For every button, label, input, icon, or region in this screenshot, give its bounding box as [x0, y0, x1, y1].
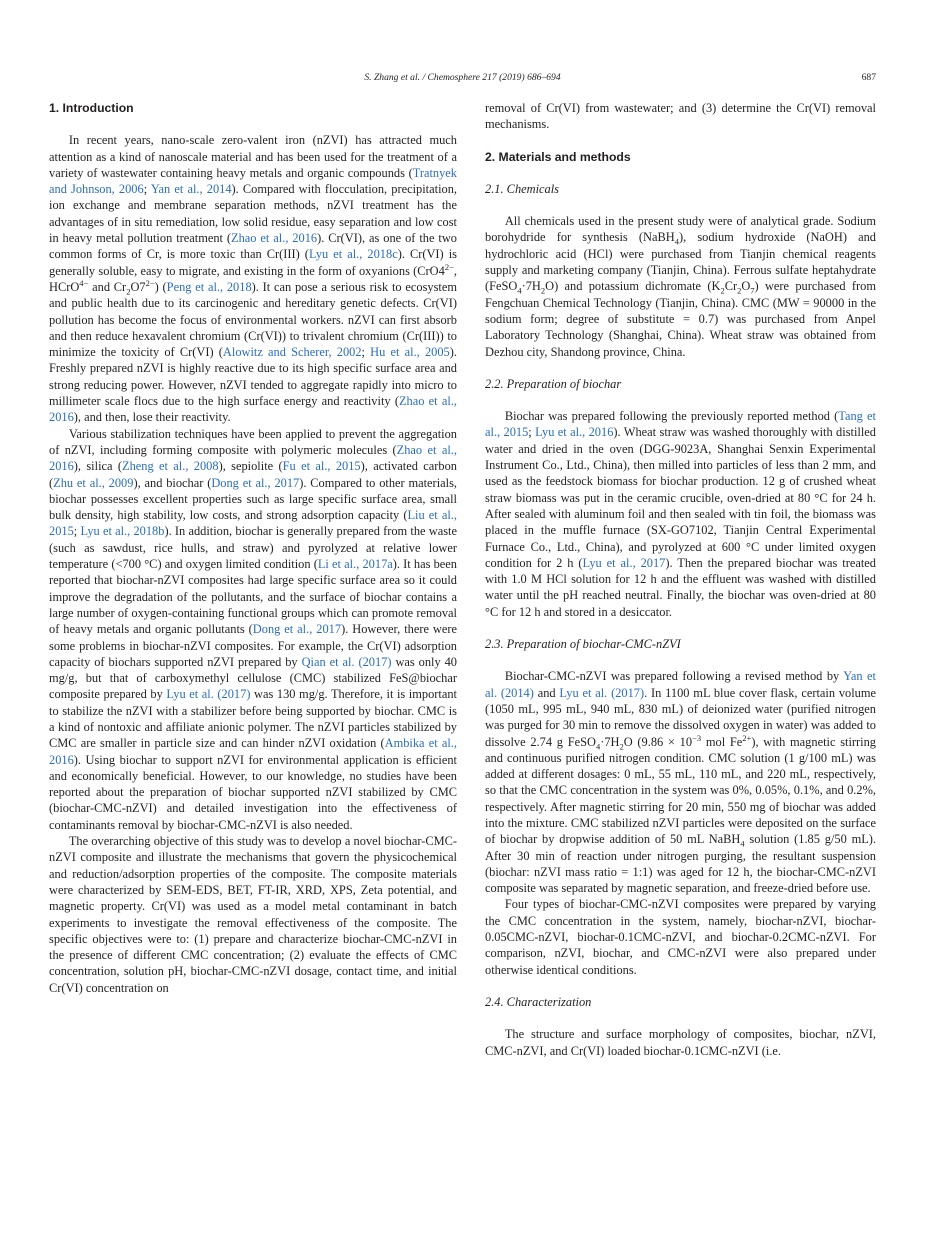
running-header: [49, 72, 876, 88]
citation-link[interactable]: Zheng et al., 2008: [122, 459, 219, 474]
paragraph: Four types of biochar-CMC-nZVI composites were prepared by varying the CMC concentration in the system, namely, biochar-nZVI, biochar-0.05CMC-nZVI, biochar-0.1CMC-nZVI, and biochar-0.2CMC-nZVI. For comparison, nZVI, biochar, and CMC-nZVI were also prepared under otherwise identical conditions.: [485, 897, 876, 977]
journal-citation: S. Zhang et al. / Chemosphere 217 (2019) 686–694: [364, 72, 561, 83]
citation-link[interactable]: Yan et al., 2014: [150, 182, 232, 197]
citation-link[interactable]: Yan et al. (2014): [485, 669, 876, 700]
citation-link[interactable]: Zhao et al., 2016: [231, 231, 318, 246]
citation-link[interactable]: Dong et al., 2017: [252, 622, 342, 637]
citation-link[interactable]: Fu et al., 2015: [282, 459, 361, 474]
paragraph: removal of Cr(VI) from wastewater; and (3) determine the Cr(VI) removal mechanisms.: [485, 101, 876, 132]
subsection-title-biochar: 2.2. Preparation of biochar: [485, 376, 622, 391]
paragraph: In recent years, nano-scale zero-valent iron (nZVI) has attracted much attention as a kind of nanoscale material and has been used for the treatment of a variety of wastewater containing heavy metals and organic compounds (Tratnyek and Johnson, 2006; Yan et al., 2014). Compared with flocculation, precipitation, ion exchange and membrane separation methods, nZVI treatment has the advantages of in situ remediation, low solid residue, easy separation and low cost in heavy metal pollution treatment (Zhao et al., 2016). Cr(VI), as one of the two common forms of Cr, is more toxic than Cr(III) (Lyu et al., 2018c). Cr(VI) is generally soluble, easy to migrate, and existing in the form of oxyanions ($CrO4^{2-}$, HCrO$^{4-}$ and $Cr_2O7^{2-}$) (Peng et al., 2018). It can pose a serious risk to ecosystem and public health due to its carcinogenic and hereditary genetic defects. Cr(VI) pollution has become the focus of environmental workers. nZVI can first absorb and then reduce hexavalent chromium (Cr(VI)) to trivalent chromium (Cr(III)) to minimize the toxicity of Cr(VI) (Alowitz and Scherer, 2002; Hu et al., 2005). Freshly prepared nZVI is highly reactive due to its high specific surface area and strong reducing power. However, nZVI tended to aggregate rapidly into micro to millimeter scale flocs due to the high surface energy and reactivity (Zhao et al., 2016), and then, lose their reactivity.: [49, 133, 458, 425]
citation-link[interactable]: Ambika et al., 2016: [49, 736, 457, 767]
citation-link[interactable]: Lyu et al., 2018b: [80, 524, 165, 539]
section-title-introduction: 1. Introduction: [49, 101, 134, 115]
citation-link[interactable]: Peng et al., 2018: [166, 279, 252, 294]
citation-link[interactable]: Dong et al., 2017: [211, 475, 300, 490]
citation-link[interactable]: Lyu et al., 2018c: [308, 247, 398, 262]
citation-link[interactable]: Lyu et al. (2017): [166, 687, 251, 702]
section-title-materials-methods: 2. Materials and methods: [485, 149, 631, 164]
paragraph: The structure and surface morphology of composites, biochar, nZVI, CMC-nZVI, and Cr(VI) loaded biochar-0.1CMC-nZVI (i.e.: [485, 1027, 876, 1058]
page-number: 687: [861, 72, 876, 83]
paragraph: All chemicals used in the present study were of analytical grade. Sodium borohydride for synthesis (NaBH$_4$), sodium hydroxide (NaOH) and hydrochloric acid (HCl) were purchased from Tianjin chemical reagents supply and marketing company (Tianjin, China). Ferrous sulfate heptahydrate $(FeSO_4\cdot 7H_2O)$ and potassium dichromate $(K_2Cr_2O_7)$ were purchased from Fengchuan Chemical Technology (Tianjin, China). CMC (MW = 90000 in the sodium form; degree of substitute = 0.7) was purchased from Anpel Laboratory Technology (Shanghai, China). Wheat straw was obtained from Dezhou city, Shandong province, China.: [485, 214, 876, 359]
citation-link[interactable]: Zhu et al., 2009: [53, 475, 134, 490]
citation-link[interactable]: Zhao et al., 2016: [49, 442, 457, 474]
paragraph: The overarching objective of this study was to develop a novel biochar-CMC-nZVI composite and illustrate the mechanisms that govern the physicochemical and reduction/adsorption properties of the composite. The composite materials were characterized by SEM-EDS, BET, FT-IR, XRD, XPS, Zeta potential, and magnetic property. Cr(VI) was used as a model metal contaminant in batch experiments to investigate the removal effectiveness of the composite. The specific objectives were to: (1) prepare and characterize biochar-CMC-nZVI in the presence of different CMC concentration; (2) evaluate the effects of CMC concentration, solution pH, biochar-CMC-nZVI dosage, contact time, and initial Cr(VI) concentration on: [49, 834, 457, 995]
citation-link[interactable]: Alowitz and Scherer, 2002: [222, 345, 362, 360]
citation-link[interactable]: Li et al., 2017a: [317, 557, 393, 572]
right-column: [485, 100, 876, 1059]
left-column: [49, 100, 457, 996]
citation-link[interactable]: Hu et al., 2005: [370, 345, 450, 360]
citation-link[interactable]: Qian et al. (2017): [301, 654, 392, 669]
citation-link[interactable]: Lyu et al., 2016: [535, 425, 614, 440]
subsection-title-chemicals: 2.1. Chemicals: [485, 181, 559, 196]
citation-link[interactable]: Tratnyek and Johnson, 2006: [49, 165, 457, 197]
citation-link[interactable]: Zhao et al., 2016: [49, 394, 458, 425]
paragraph: Various stabilization techniques have been applied to prevent the aggregation of nZVI, including forming composite with polymeric molecules (Zhao et al., 2016), silica (Zheng et al., 2008), sepiolite (Fu et al., 2015), activated carbon (Zhu et al., 2009), and biochar (Dong et al., 2017). Compared to other materials, biochar possesses excellent properties such as large specific surface area, small bulk density, high stability, low costs, and strong adsorption capacity (Liu et al., 2015; Lyu et al., 2018b). In addition, biochar is generally prepared from the waste (such as sawdust, rice hulls, and straw) and pyrolyzed at relative lower temperature (<700 °C) and oxygen limited condition (Li et al., 2017a). It has been reported that biochar-nZVI composites had large specific surface area so it could improve the degradation of the pollutants, and the surface of biochar contains a large number of oxygen-containing functional groups which can promote removal of heavy metals and organic pollutants (Dong et al., 2017). However, there were some problems in biochar-nZVI composites. For example, the Cr(VI) adsorption capacity of biochars supported nZVI prepared by Qian et al. (2017) was only 40 mg/g, but that of carboxymethyl cellulose (CMC) stabilized FeS@biochar composite prepared by Lyu et al. (2017) was 130 mg/g. Therefore, it is important to stabilize the nZVI with a stabilizer before being supported by biochar. CMC is a kind of nontoxic and affiliate anionic polymer. The nZVI particles stabilized by CMC are smaller in particle size and can hinder nZVI oxidation (Ambika et al., 2016). Using biochar to support nZVI for environmental application is efficient and economically beneficial. However, to our knowledge, no studies have been reported about the preparation of biochar supported nZVI stabilized by CMC (biochar-CMC-nZVI) and detailed investigation into the effectiveness of contaminants removal by biochar-CMC-nZVI is also needed.: [49, 426, 458, 832]
citation-link[interactable]: Liu et al., 2015: [49, 508, 457, 539]
citation-link[interactable]: Tang et al., 2015: [485, 409, 876, 440]
paragraph: Biochar-CMC-nZVI was prepared following a revised method by Yan et al. (2014) and Lyu et al. (2017). In 1100 mL blue cover flask, certain volume (1050 mL, 995 mL, 940 mL, 830 mL) of deionized water (purified nitrogen was purged for 30 min to remove the dissolved oxygen in water) was added to dissolve 2.74 g $FeSO_4\cdot 7H_2O$ ($9.86 \times 10^{-3}$ mol $Fe^{2+}$), with magnetic stirring and continuous purified nitrogen condition. CMC solution (1 g/100 mL) was added at different dosages: 0 mL, 55 mL, 110 mL, and 220 mL, respectively, so that the CMC concentration in the system was 0%, 0.05%, 0.1%, and 0.2%, respectively. After magnetic stirring for 20 min, 550 mg of biochar was added into the mixture. CMC stabilized nZVI particles were deposited on the surface of biochar by dropwise addition of 50 mL NaBH$_4$ solution (1.85 g/50 mL). After 30 min of reaction under nitrogen purging, the resultant suspension (biochar: nZVI mass ratio = 1:1) was aged for 12 h, the biochar-CMC-nZVI composite was separated by magnetic separation, and freeze-dried before use.: [485, 669, 877, 896]
citation-link[interactable]: Lyu et al. (2017): [559, 685, 645, 700]
subsection-title-biochar-cmc-nzvi: 2.3. Preparation of biochar-CMC-nZVI: [485, 637, 681, 652]
paragraph: Biochar was prepared following the previously reported method (Tang et al., 2015; Lyu et al., 2016). Wheat straw was washed thoroughly with distilled water and dried in the oven (DGG-9023A, Shanghai Senxin Experimental Instrument Co., Ltd., China), then milled into particles of less than 2 mm, and used as the feedstock biomass for biochar production. 12 g of crushed wheat straw biomass was put in the ceramic crucible, oven-dried at 80 °C for 24 h. After sealed with aluminum foil and then sealed with tin foil, the biomass was placed in the muffle furnace (SX-GO7102, Tianjin Central Experimental Furnace Co., Ltd., China), and pyrolyzed at 600 °C under limited oxygen condition for 2 h (Lyu et al., 2017). Then the prepared biochar was treated with 1.0 M HCl solution for 12 h and the effluent was washed with distilled water until the pH reached neutral. Finally, the biochar was oven-dried at 80 °C for 12 h and stored in a desiccator.: [485, 409, 876, 619]
subsection-title-characterization: 2.4. Characterization: [485, 994, 592, 1009]
citation-link[interactable]: Lyu et al., 2017: [582, 555, 666, 570]
